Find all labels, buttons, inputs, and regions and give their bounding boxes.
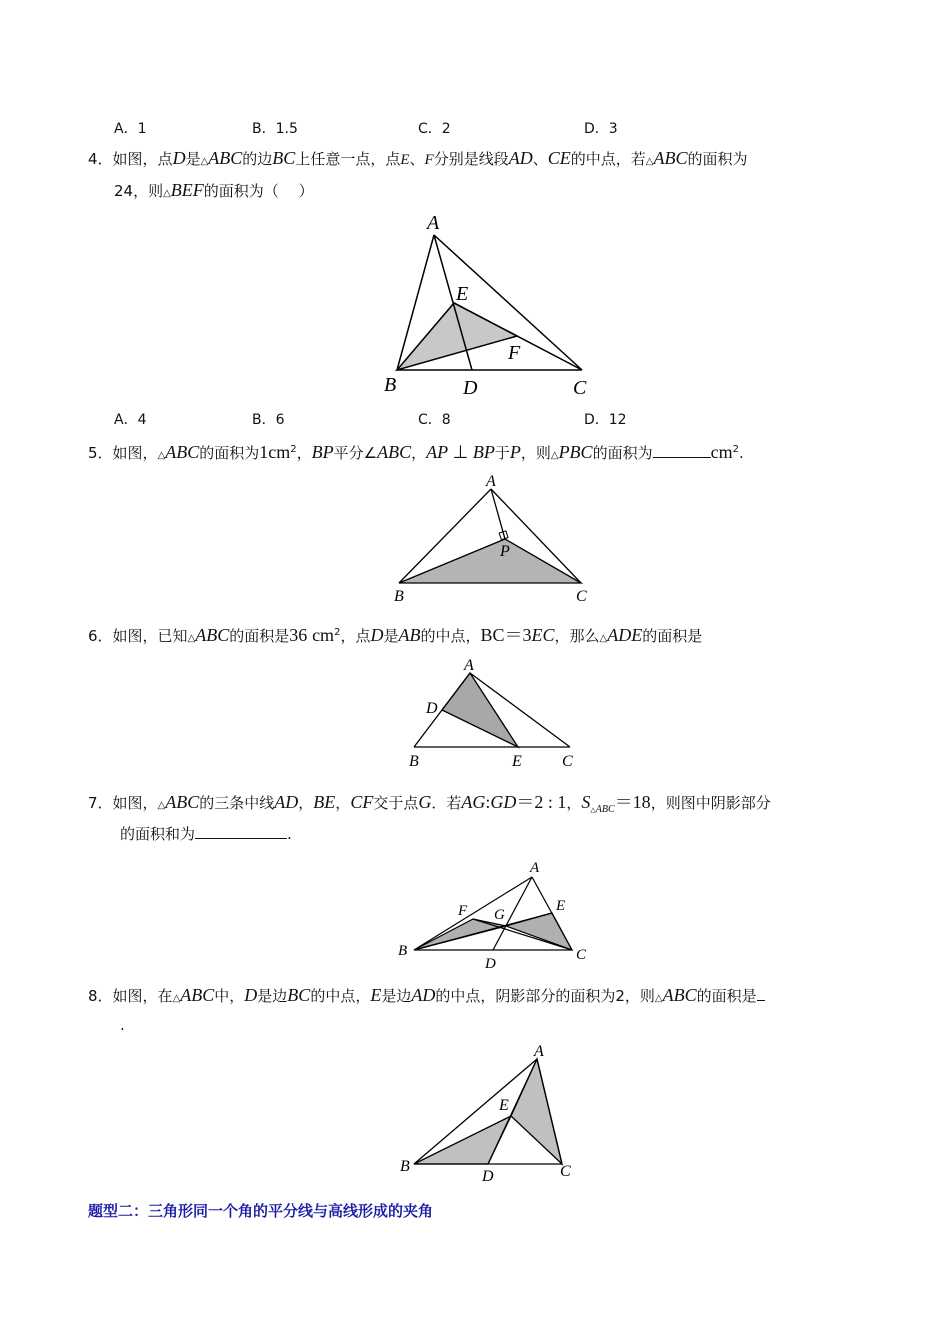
q5-line1: 5．如图，△ABC的面积为$1cm^2$，BP平分∠ABC，AP ⊥ BP于P，则△PBC的面积为 $cm^2$. <box>88 442 744 462</box>
q4-option-c: C．8 <box>418 412 451 428</box>
q8-answer-blank <box>757 984 765 1001</box>
q4-label-b: B <box>384 374 397 396</box>
q4-label-f: F <box>508 342 521 364</box>
q6-label-a: A <box>464 657 474 674</box>
q4-shaded-triangle-bef <box>397 303 517 370</box>
q4-option-d: D．12 <box>584 412 627 428</box>
q4-label-d: D <box>463 377 478 399</box>
q7-figure <box>392 855 598 973</box>
q4-label-a: A <box>427 212 440 234</box>
q5-label-c: C <box>576 588 587 605</box>
q5-shaded-triangle-pbc <box>399 539 581 583</box>
q4-figure <box>380 205 610 400</box>
q5-label-a: A <box>486 473 496 490</box>
q4-label-e: E <box>456 283 469 305</box>
q7-label-d: D <box>485 956 496 972</box>
q8-label-a: A <box>534 1043 544 1060</box>
q4-number: 4． <box>88 150 113 168</box>
q8-line1: 8．如图，在△ABC中，D是边BC的中点，E是边AD的中点，阴影部分的面积为2，则△ABC的面积是 <box>88 984 765 1006</box>
q5-label-b: B <box>394 588 404 605</box>
q8-label-c: C <box>560 1163 571 1180</box>
q6-label-b: B <box>409 753 419 770</box>
q7-shaded-triangle-left <box>414 919 506 950</box>
q8-label-e: E <box>499 1097 509 1114</box>
q5-answer-blank <box>653 441 711 458</box>
q6-line1: 6．如图，已知△ABC的面积是36 $cm^2$，点D是AB的中点，BC＝3EC，那么△ADE的面积是 <box>88 625 703 645</box>
q6-label-c: C <box>562 753 573 770</box>
q4-option-b: B．6 <box>252 412 285 428</box>
q7-label-b: B <box>398 943 408 959</box>
q8-figure <box>394 1040 588 1185</box>
q7-label-f: F <box>458 903 468 919</box>
q7-side-ab <box>414 877 532 950</box>
q6-label-d: D <box>426 700 438 717</box>
q3-option-a: A．1 <box>114 121 147 137</box>
q3-option-c: C．2 <box>418 121 451 137</box>
q4-label-c: C <box>573 377 587 399</box>
section-heading: 题型二：三角形同一个角的平分线与高线形成的夹角 <box>88 1202 434 1220</box>
q6-shaded-triangle-ade <box>442 673 518 747</box>
q8-label-d: D <box>482 1168 494 1185</box>
q7-label-e: E <box>556 898 566 914</box>
q7-label-a: A <box>530 860 540 876</box>
q5-label-p: P <box>500 543 510 560</box>
q4-line1: 4．如图，点D是△ABC的边BC上任意一点，点E、F分别是线段AD、CE的中点，若△ABC的面积为 <box>88 148 748 168</box>
q6-figure <box>400 655 590 773</box>
q7-label-c: C <box>576 947 587 963</box>
q7-line1: 7．如图，△ABC的三条中线AD，BE，CF交于点G．若AG:GD＝2 : 1，$S_{\triangle ABC}=18$，则图中阴影部分 <box>88 792 771 815</box>
q6-label-e: E <box>512 753 522 770</box>
q8-line2: . <box>120 1016 125 1034</box>
q4-option-a: A．4 <box>114 412 147 428</box>
q3-option-b: B．1.5 <box>252 121 298 137</box>
q3-option-d: D．3 <box>584 121 618 137</box>
q8-label-b: B <box>400 1158 410 1175</box>
q5-figure <box>388 473 598 608</box>
triangle-symbol: △ <box>200 156 209 167</box>
q7-label-g: G <box>494 907 505 923</box>
q7-answer-blank <box>195 822 287 839</box>
q7-line2: 的面积和为 . <box>120 822 292 844</box>
q4-line2: 24，则△BEF的面积为（ ） <box>114 180 314 200</box>
